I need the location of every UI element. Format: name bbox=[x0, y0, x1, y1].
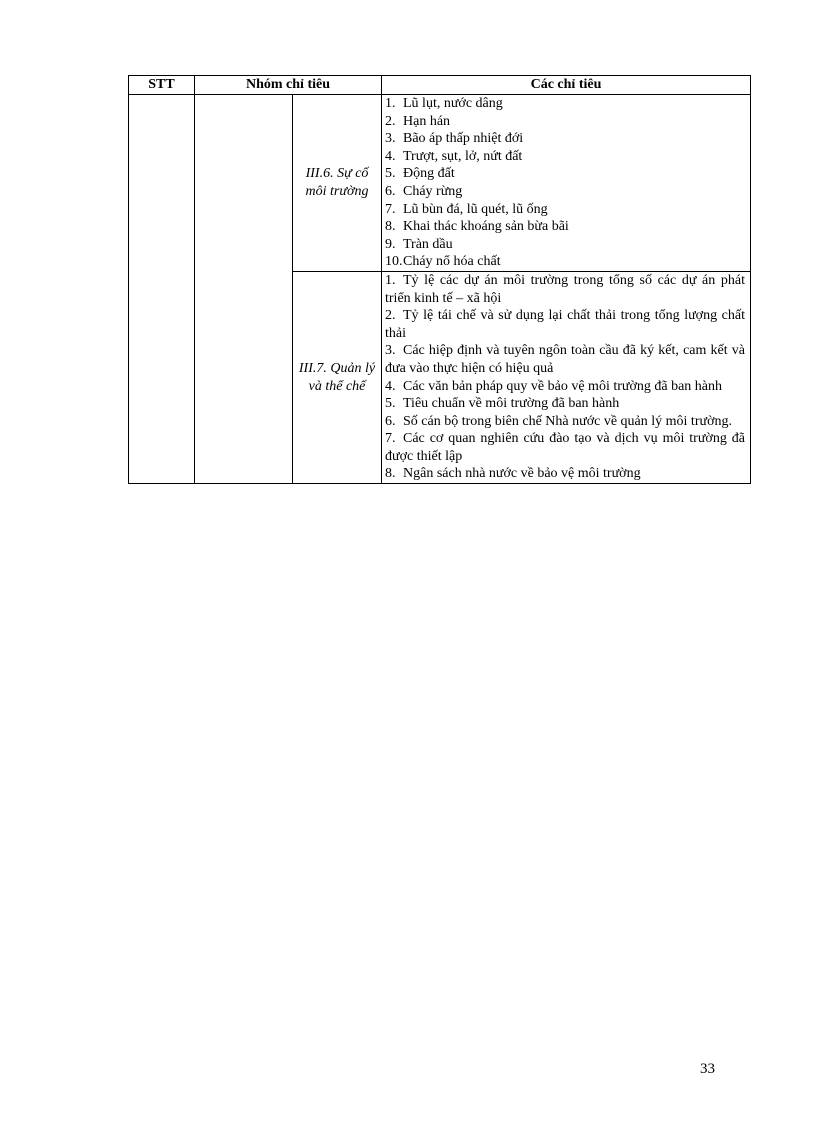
list-item bbox=[385, 113, 745, 131]
indicator-list-iii-7 bbox=[385, 272, 747, 483]
list-item bbox=[385, 183, 745, 201]
item-text: Hạn hán bbox=[403, 113, 451, 129]
item-text: Khai thác khoáng sản bừa bãi bbox=[403, 219, 569, 235]
item-text: Số cán bộ trong biên chế Nhà nước về quản lý môi trường. bbox=[403, 413, 732, 429]
list-item bbox=[385, 342, 745, 377]
item-number: 10. bbox=[385, 254, 403, 270]
list-item bbox=[385, 395, 745, 413]
item-text: Tỷ lệ tái chế và sử dụng lại chất thải trong tổng lượng chất thải bbox=[385, 308, 745, 341]
item-number: 6. bbox=[385, 183, 396, 199]
item-number: 5. bbox=[385, 396, 396, 412]
header-stt: STT bbox=[129, 76, 195, 95]
item-number: 2. bbox=[385, 113, 396, 129]
item-text: Lũ bùn đá, lũ quét, lũ ống bbox=[403, 201, 548, 217]
item-text: Các hiệp định và tuyên ngôn toàn cầu đã ký kết, cam kết và đưa vào thực hiện có hiệu quả bbox=[385, 343, 745, 376]
table-header-row bbox=[129, 76, 751, 95]
group-cell-iii-7: III.7. Quản lý và thể chế bbox=[293, 271, 382, 483]
item-number: 1. bbox=[385, 272, 396, 288]
item-text: Lũ lụt, nước dâng bbox=[403, 96, 503, 111]
item-number: 4. bbox=[385, 378, 396, 394]
item-number: 8. bbox=[385, 219, 396, 235]
item-text: Tỷ lệ các dự án môi trường trong tổng số các dự án phát triển kinh tế – xã hội bbox=[385, 272, 745, 306]
item-text: Các văn bản pháp quy về bảo vệ môi trường đã ban hành bbox=[403, 378, 723, 394]
item-text: Ngân sách nhà nước về bảo vệ môi trường bbox=[403, 466, 641, 482]
indicators-table bbox=[128, 75, 751, 484]
item-number: 4. bbox=[385, 148, 396, 164]
group-parent-cell bbox=[195, 95, 293, 484]
list-item bbox=[385, 253, 745, 271]
item-text: Trượt, sụt, lở, nứt đất bbox=[403, 148, 523, 164]
list-item bbox=[385, 130, 745, 148]
list-item bbox=[385, 430, 745, 465]
indicators-cell-iii-6 bbox=[382, 95, 751, 272]
header-group: Nhóm chỉ tiêu bbox=[195, 76, 382, 95]
list-item bbox=[385, 148, 745, 166]
item-number: 3. bbox=[385, 131, 396, 147]
item-number: 5. bbox=[385, 166, 396, 182]
list-item bbox=[385, 218, 745, 236]
list-item bbox=[385, 201, 745, 219]
page-number: 33 bbox=[700, 1061, 715, 1077]
item-number: 6. bbox=[385, 413, 396, 429]
indicators-cell-iii-7 bbox=[382, 271, 751, 483]
list-item bbox=[385, 95, 745, 113]
list-item bbox=[385, 236, 745, 254]
item-number: 7. bbox=[385, 201, 396, 217]
table-row-iii-6 bbox=[129, 95, 751, 272]
item-text: Các cơ quan nghiên cứu đào tạo và dịch vụ môi trường đã được thiết lập bbox=[385, 431, 745, 464]
stt-cell bbox=[129, 95, 195, 484]
item-text: Động đất bbox=[403, 166, 455, 182]
item-number: 3. bbox=[385, 343, 396, 359]
list-item bbox=[385, 272, 745, 307]
item-number: 9. bbox=[385, 236, 396, 252]
list-item bbox=[385, 378, 745, 396]
item-text: Tràn dầu bbox=[403, 236, 453, 252]
item-text: Cháy nổ hóa chất bbox=[403, 254, 501, 270]
list-item bbox=[385, 465, 745, 483]
header-indicators: Các chỉ tiêu bbox=[382, 76, 751, 95]
group-cell-iii-6: III.6. Sự cố môi trường bbox=[293, 95, 382, 272]
item-number: 1. bbox=[385, 96, 396, 111]
indicator-list-iii-6 bbox=[385, 95, 747, 271]
list-item bbox=[385, 413, 745, 431]
item-number: 2. bbox=[385, 308, 396, 324]
item-number: 8. bbox=[385, 466, 396, 482]
item-number: 7. bbox=[385, 431, 396, 447]
item-text: Bão áp thấp nhiệt đới bbox=[403, 131, 524, 147]
list-item bbox=[385, 307, 745, 342]
list-item bbox=[385, 165, 745, 183]
item-text: Cháy rừng bbox=[403, 183, 463, 199]
item-text: Tiêu chuẩn về môi trường đã ban hành bbox=[403, 396, 620, 412]
